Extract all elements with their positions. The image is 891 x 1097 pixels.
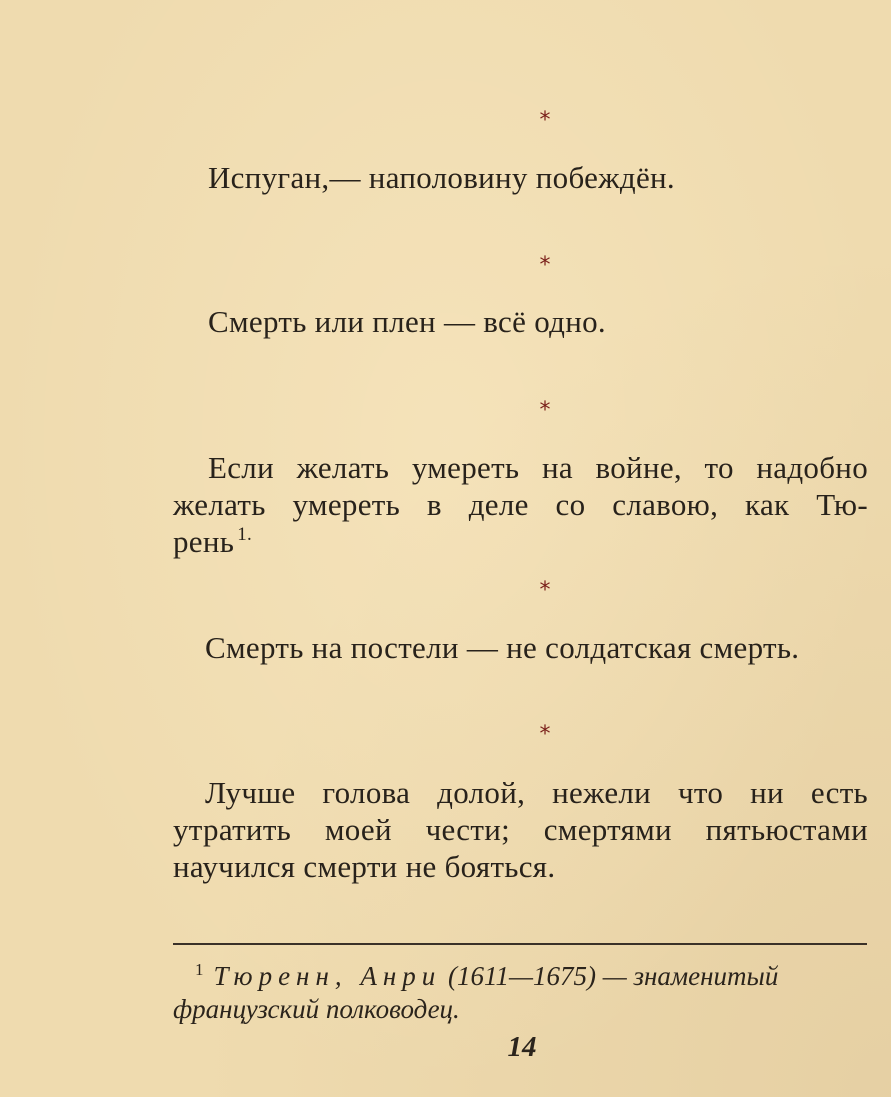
section-separator: * [539, 578, 551, 603]
footnote-name: Тюренн, Анри [213, 961, 442, 991]
maxim-3-line-1: Если желать умереть на войне, то надобно [208, 450, 868, 485]
maxim-5-line-3: научился смерти не бояться. [173, 849, 556, 884]
maxim-5-line-1: Лучше голова долой, нежели что ни есть [205, 775, 868, 810]
maxim-2-line-1: Смерть или плен — всё одно. [208, 304, 606, 339]
maxim-3-line-3 [173, 524, 252, 565]
maxim-3-line-3-text: рень [173, 524, 235, 559]
footnote-description: — знаменитый [602, 961, 779, 991]
section-separator: * [539, 253, 551, 278]
footnote-years: (1611—1675) [448, 961, 596, 991]
footnote-line-1 [195, 960, 867, 996]
section-separator: * [539, 398, 551, 423]
footnote-line-2: французский полководец. [173, 994, 460, 1024]
maxim-5-line-2: утратить моей чести; смертями пятьюстами [173, 812, 868, 847]
maxim-4-line-1: Смерть на постели — не солдатская смерть. [205, 630, 800, 665]
section-separator: * [539, 108, 551, 133]
maxim-3-line-2: желать умереть в деле со славою, как Тю- [173, 487, 868, 522]
footnote-reference: 1. [237, 524, 253, 545]
footnote-marker: 1 [195, 960, 204, 979]
section-separator: * [539, 722, 551, 747]
page-number: 14 [507, 1031, 537, 1063]
footnote-divider [173, 943, 867, 945]
maxim-1-line-1: Испуган,— наполовину побеждён. [208, 160, 675, 195]
